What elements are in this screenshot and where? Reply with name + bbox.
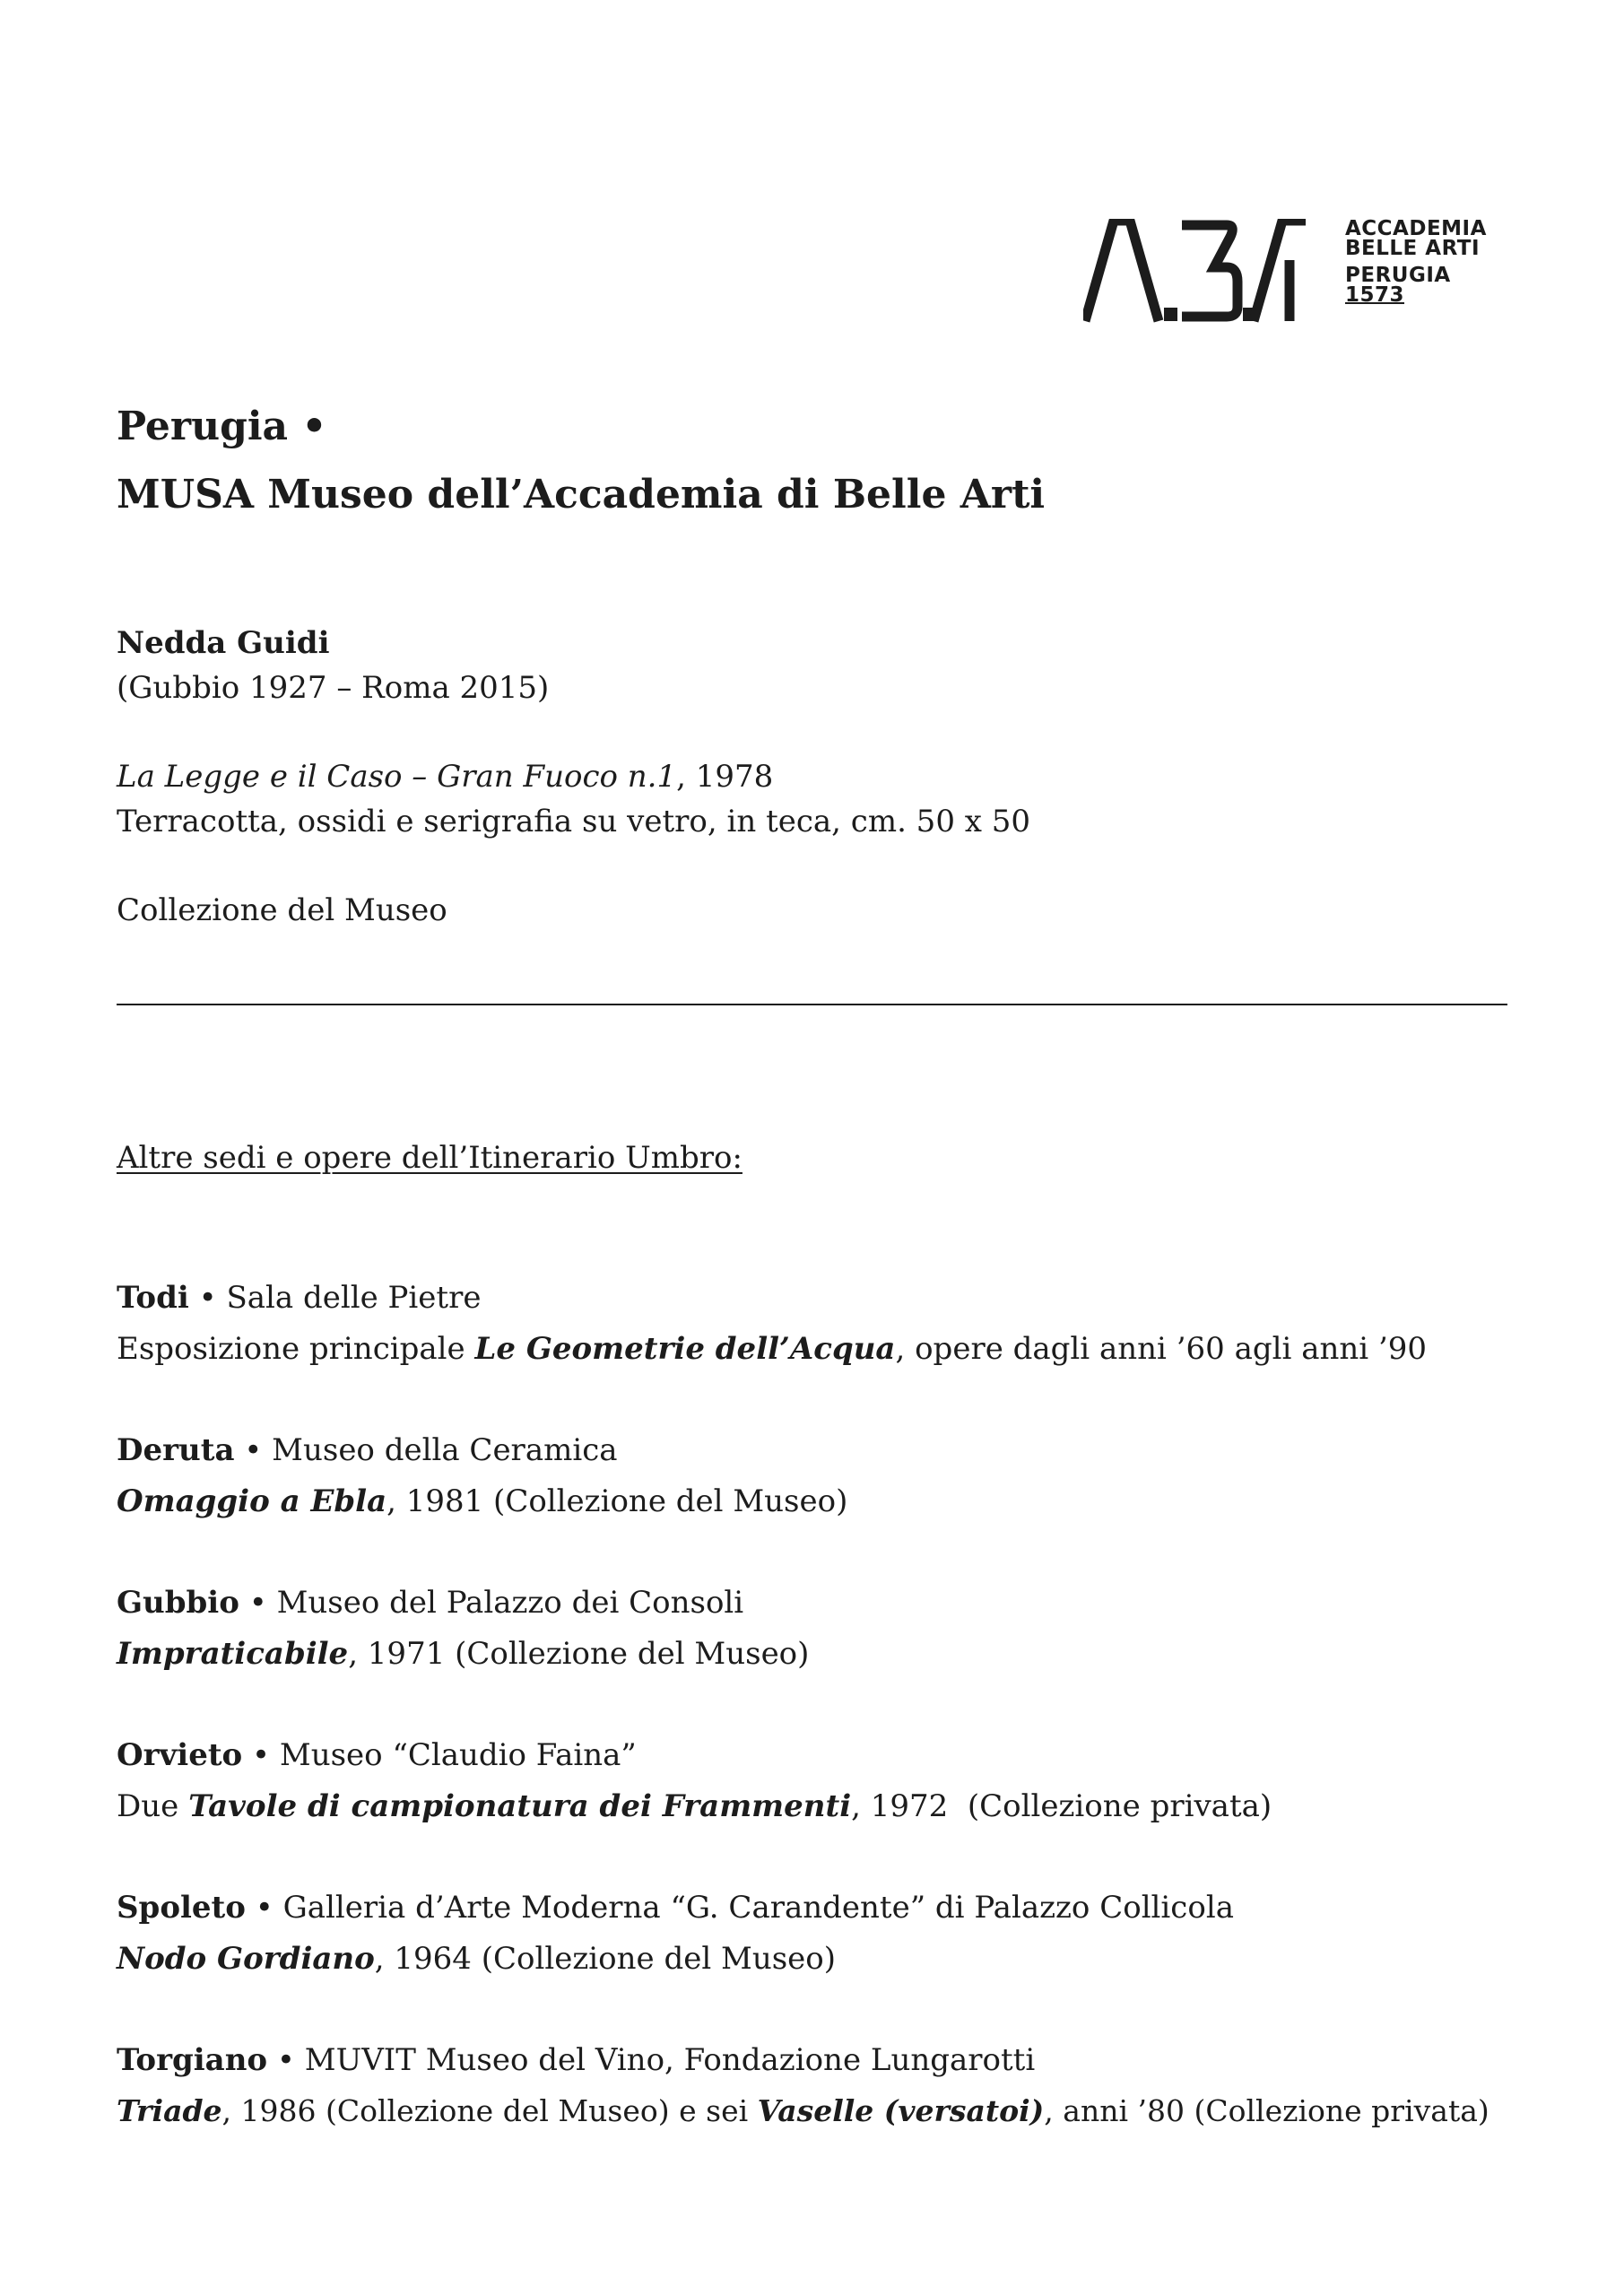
page-title-city: Perugia • (117, 404, 327, 449)
work-details: , 1981 (Collezione del Museo) (386, 1483, 848, 1519)
venue-orvieto (117, 1736, 637, 1774)
work-details: , 1964 (Collezione del Museo) (374, 1941, 837, 1977)
logo-line-belle-arti: BELLE ARTI (1345, 237, 1480, 260)
venue-city: Spoleto (117, 1890, 246, 1926)
work-title-2: Vaselle (versatoi) (757, 2093, 1045, 2128)
work-title: Tavole di campionatura dei Frammenti (188, 1788, 852, 1824)
venue-deruta (117, 1431, 618, 1469)
itinerary-heading: Altre sedi e opere dell’Itinerario Umbro: (117, 1140, 743, 1176)
work-details: , anni ’80 (Collezione privata) (1044, 2093, 1489, 2128)
work-title: Impraticabile (117, 1636, 349, 1672)
venue-place: • Museo del Palazzo dei Consoli (239, 1585, 744, 1621)
work-details: , 1972 (Collezione privata) (851, 1788, 1272, 1824)
logo-line-year: 1573 (1345, 283, 1405, 307)
venue-gubbio (117, 1584, 743, 1622)
venue-city: Todi (117, 1280, 189, 1316)
artwork-year: , 1978 (676, 759, 774, 795)
work-title: Triade (117, 2093, 222, 2128)
venue-work-todi (117, 1330, 1427, 1368)
work-middle: , 1986 (Collezione del Museo) e sei (221, 2093, 758, 2128)
work-title: Le Geometrie dell’Acqua (474, 1331, 896, 1367)
venue-place: • MUVIT Museo del Vino, Fondazione Lungarotti (267, 2042, 1036, 2078)
work-title: Nodo Gordiano (117, 1941, 375, 1977)
venue-todi (117, 1279, 481, 1317)
aba-logo-text (1345, 219, 1507, 305)
venue-place: • Museo della Ceramica (234, 1432, 618, 1468)
venue-city: Orvieto (117, 1737, 243, 1773)
venue-work-spoleto (117, 1940, 836, 1978)
venue-work-gubbio (117, 1635, 809, 1673)
venue-work-orvieto (117, 1787, 1272, 1825)
work-prefix: Due (117, 1788, 189, 1824)
section-divider (117, 1004, 1507, 1005)
artwork-title-line (117, 758, 773, 796)
work-prefix: Esposizione principale (117, 1331, 475, 1367)
venue-spoleto (117, 1889, 1234, 1926)
venue-place: • Museo “Claudio Faina” (242, 1737, 637, 1773)
venue-place: • Galleria d’Arte Moderna “G. Carandente” di Palazzo Collicola (245, 1890, 1234, 1926)
venue-torgiano (117, 2041, 1035, 2079)
venue-work-deruta (117, 1483, 847, 1520)
venue-city: Deruta (117, 1432, 235, 1468)
venue-work-torgiano (117, 2092, 1489, 2130)
page-title-museum: MUSA Museo dell’Accademia di Belle Arti (117, 472, 1046, 517)
artwork-collection: Collezione del Museo (117, 892, 447, 928)
artwork-title: La Legge e il Caso – Gran Fuoco n.1 (117, 759, 677, 795)
work-title: Omaggio a Ebla (117, 1483, 387, 1519)
artwork-medium: Terracotta, ossidi e serigrafia su vetro, in teca, cm. 50 x 50 (117, 804, 1031, 839)
logo-line-perugia: PERUGIA (1345, 264, 1451, 287)
logo-line-accademia: ACCADEMIA (1345, 217, 1487, 240)
work-details: , opere dagli anni ’60 agli anni ’90 (895, 1331, 1428, 1367)
work-details: , 1971 (Collezione del Museo) (348, 1636, 810, 1672)
venue-city: Torgiano (117, 2042, 268, 2078)
venue-place: • Sala delle Pietre (188, 1280, 482, 1316)
venue-city: Gubbio (117, 1585, 239, 1621)
artist-name: Nedda Guidi (117, 625, 330, 661)
aba-logo-mark-icon (1083, 219, 1307, 323)
artist-dates: (Gubbio 1927 – Roma 2015) (117, 670, 550, 706)
